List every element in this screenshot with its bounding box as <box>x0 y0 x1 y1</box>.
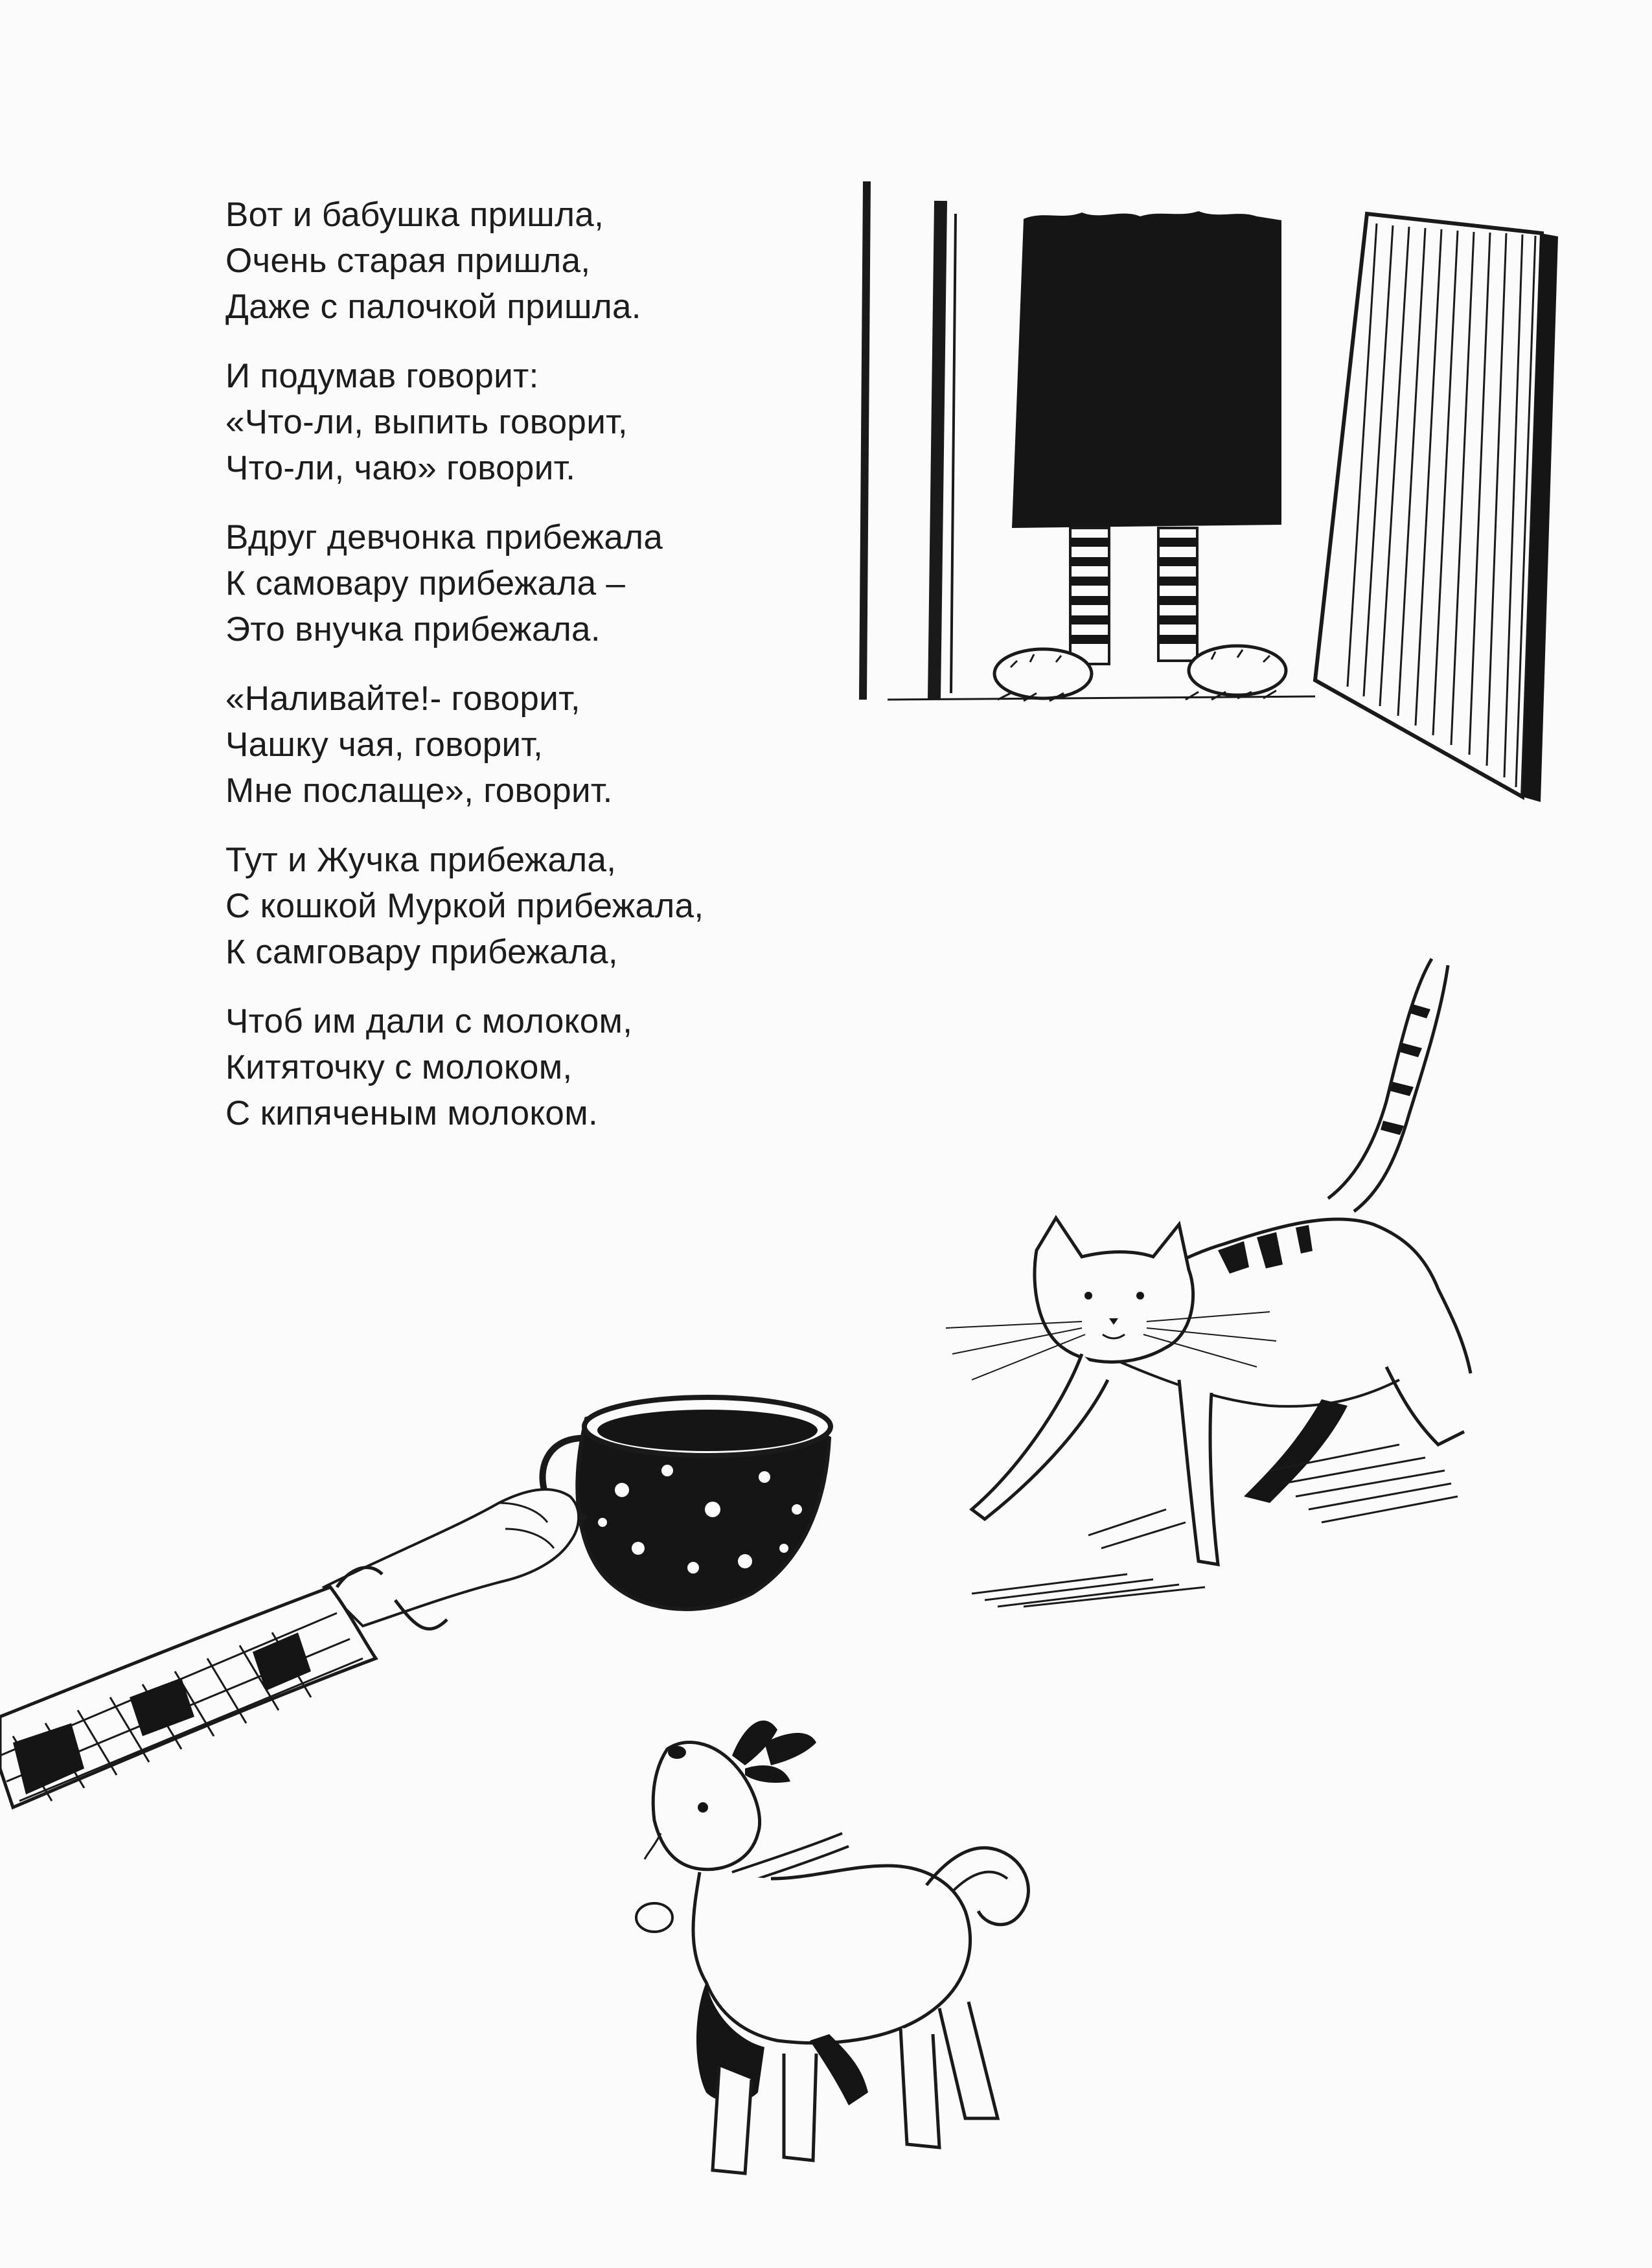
poem-line: С кошкой Муркой прибежала, <box>225 887 704 925</box>
poem-line: Это внучка прибежала. <box>225 610 601 648</box>
poem-line: Чашку чая, говорит, <box>225 726 544 764</box>
stanza-3 <box>225 514 899 652</box>
stanza-4 <box>225 676 899 814</box>
poem-line: Китяточку с молоком, <box>225 1048 573 1086</box>
dog-illustration <box>615 1704 1173 2222</box>
poem-line: Чтоб им дали с молоком, <box>225 1002 633 1040</box>
poem-line: «Что-ли, выпить говорит, <box>225 403 628 441</box>
stanza-1 <box>225 192 899 330</box>
poem-line: Очень старая пришла, <box>225 242 591 280</box>
poem-line: «Наливайте!- говорит, <box>225 680 580 718</box>
poem-line: Вдруг девчонка прибежала <box>225 518 663 556</box>
poem-line: Мне послаще», говорит. <box>225 772 613 810</box>
poem-line: Что-ли, чаю» говорит. <box>225 449 576 487</box>
stanza-2 <box>225 353 899 491</box>
poem-line: Вот и бабушка пришла, <box>225 196 604 234</box>
poem-line: К самговару прибежала, <box>225 933 618 971</box>
stanza-5 <box>225 837 899 975</box>
poem-line: Тут и Жучка прибежала, <box>225 841 617 879</box>
poem <box>225 192 899 1160</box>
poem-line: И подумав говорит: <box>225 357 539 395</box>
stanza-6 <box>225 998 899 1136</box>
cat-illustration <box>933 952 1594 1736</box>
poem-line: С кипяченым молоком. <box>225 1094 598 1132</box>
poem-line: К самовару прибежала – <box>225 564 626 602</box>
poem-line: Даже с палочкой пришла. <box>225 288 641 326</box>
doorway-illustration <box>849 175 1574 810</box>
